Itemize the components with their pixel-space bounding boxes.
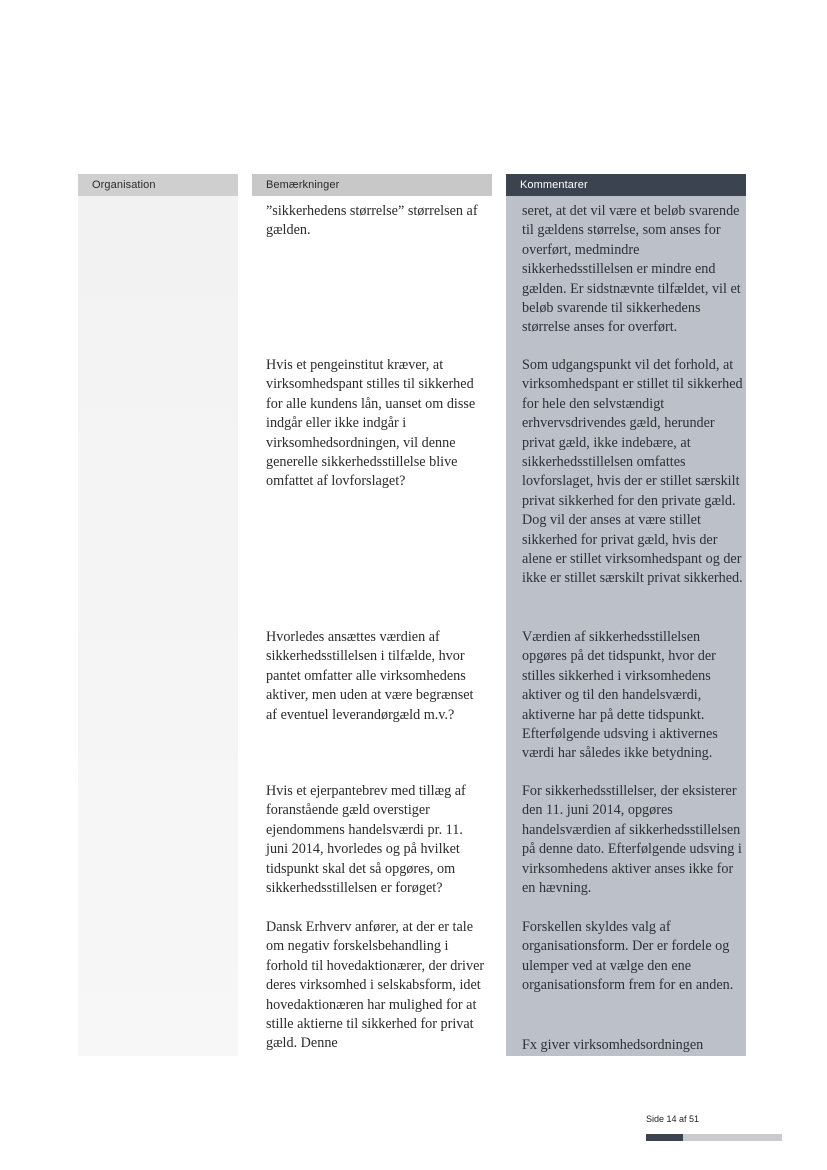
kommentar-paragraph: For sikkerhedsstillelser, der eksisterer den 11. juni 2014, opgøres handelsværdien af sikkerhedsstillelsen på denne dato. Efterfølgende udsving i virksomhedens aktiver anses ikke for en hævning. bbox=[522, 783, 742, 897]
bemaerkninger-column bbox=[252, 174, 492, 1056]
kommentarer-column bbox=[506, 174, 746, 1056]
kommentar-paragraph: Forskellen skyldes valg af organisationsform. Der er fordele og ulemper ved at vælge den ene organisationsform frem for en anden. bbox=[522, 919, 734, 994]
bemaerkning-paragraph: Hvis et pengeinstitut kræver, at virksomhedspant stilles til sikkerhed for alle kundens lån, uanset om disse indgår eller ikke indgår i virksomhedsordningen, vil denne generelle sikkerhedsstillelse blive omfattet af lovforslaget? bbox=[266, 357, 476, 490]
bemaerkning-paragraph: Hvis et ejerpantebrev med tillæg af foranstående gæld overstiger ejendommens handelsværdi pr. 11. juni 2014, hvorledes og på hvilket tidspunkt skal det så opgøres, om sikkerhedsstillelsen er forøget? bbox=[266, 783, 466, 897]
page-progress-bar bbox=[646, 1134, 782, 1141]
kommentar-paragraph: Som udgangspunkt vil det forhold, at virksomhedspant er stillet til sikkerhed for hele den selvstændigt erhvervsdrivendes gæld, herunder privat gæld, ikke indebære, at sikkerhedsstillelsen omfattes lovforslaget, hvis der er stillet særskilt privat sikkerhed for den private gæld. Dog vil der anses at være stillet sikkerhed for privat gæld, hvis der alene er stillet virksomhedspant og der ikke er stillet særskilt privat sikkerhed. bbox=[522, 357, 743, 587]
bemaerkning-paragraph: Hvorledes ansættes værdien af sikkerhedsstillelsen i tilfælde, hvor pantet omfatter alle virksomhedens aktiver, men uden at være begrænset af eventuel leverandørgæld m.v.? bbox=[266, 629, 474, 723]
bemaerkninger-header: Bemærkninger bbox=[252, 174, 492, 196]
page-progress-fill bbox=[646, 1134, 683, 1141]
organisation-header: Organisation bbox=[78, 174, 238, 196]
kommentar-paragraph: Værdien af sikkerhedsstillelsen opgøres på det tidspunkt, hvor der stilles sikkerhed i virksomhedens aktiver og til den handelsværdi, aktiverne har på dette tidspunkt. Efterfølgende udsving i aktivernes værdi har således ikke betydning. bbox=[522, 629, 718, 762]
kommentar-paragraph: seret, at det vil være et beløb svarende til gældens størrelse, som anses for overført, medmindre sikkerhedsstillelsen er mindre end gælden. Er sidstnævnte tilfældet, vil et beløb svarende til sikkerhedens størrelse anses for overført. bbox=[522, 203, 741, 336]
bemaerkning-paragraph: Dansk Erhverv anfører, at der er tale om negativ forskelsbehandling i forhold til hovedaktionærer, der driver deres virksomhed i selskabsform, idet hovedaktionæren har mulighed for at stille aktierne til sikkerhed for privat gæld. Denne bbox=[266, 919, 485, 1052]
kommentarer-header: Kommentarer bbox=[506, 174, 746, 196]
kommentar-paragraph: Fx giver virksomhedsordningen bbox=[522, 1037, 704, 1053]
organisation-column bbox=[78, 174, 238, 1056]
page-number: Side 14 af 51 bbox=[646, 1114, 700, 1124]
bemaerkning-paragraph: ”sikkerhedens størrelse” størrelsen af gælden. bbox=[266, 203, 478, 239]
